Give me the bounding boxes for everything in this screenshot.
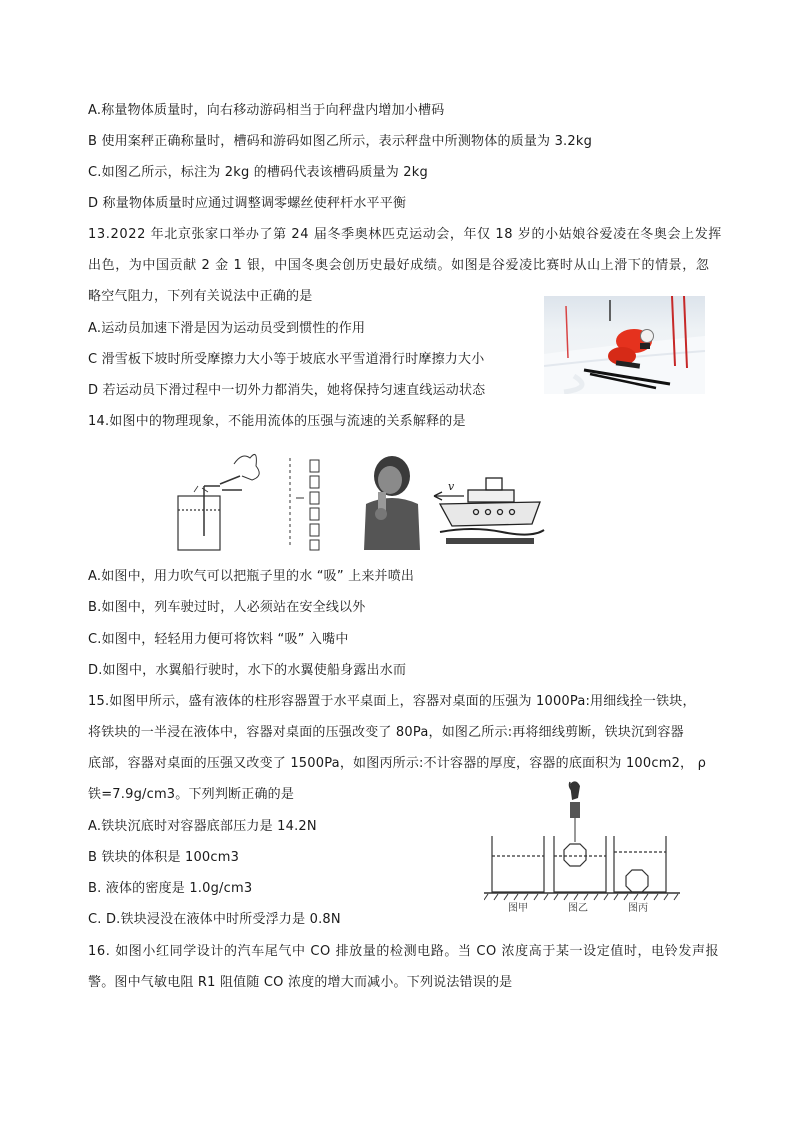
- q15-figure-hand: [570, 781, 581, 818]
- q13-stem-line-2: 出色，为中国贡献 2 金 1 银，中国冬奥会创历史最好成绩。如图是谷爱凌比赛时从山上滑下的情景，忽: [88, 258, 710, 273]
- q14-figure-train: [290, 458, 319, 550]
- q15-option-a: A.铁块沉底时对容器底部压力是 14.2N: [88, 819, 317, 834]
- q12-option-a: A.称量物体质量时，向右移动游码相当于向秤盘内增加小槽码: [88, 103, 445, 118]
- q15-figure-container-a: [492, 836, 544, 892]
- q15-stem-line-2: 将铁块的一半浸在液体中，容器对桌面的压强改变了 80Pa，如图乙所示:再将细线剪断，铁块沉到容器: [88, 725, 684, 740]
- q13-stem-line-3: 略空气阻力，下列有关说法中正确的是: [88, 289, 313, 304]
- q13-option-c: C 滑雪板下坡时所受摩擦力大小等于坡底水平雪道滑行时摩擦力大小: [88, 352, 485, 367]
- q15-figure-label-a: 图甲: [508, 903, 528, 914]
- q15-figure-label-c: 图丙: [628, 903, 648, 914]
- q14-stem: 14.如图中的物理现象，不能用流体的压强与流速的关系解释的是: [88, 414, 466, 429]
- q15-stem-line-3: 底部，容器对桌面的压强又改变了 1500Pa，如图丙所示:不计容器的厚度，容器的底面积为 100cm2， ρ: [88, 756, 707, 771]
- q14-option-d: D.如图中，水翼船行驶时，水下的水翼使船身露出水而: [88, 663, 407, 678]
- q15-stem-line-4: 铁=7.9g/cm3。下列判断正确的是: [88, 787, 295, 802]
- q14-figure-boy: [364, 456, 420, 550]
- q13-option-d: D 若运动员下滑过程中一切外力都消失，她将保持匀速直线运动状态: [88, 383, 486, 398]
- q13-option-a: A.运动员加速下滑是因为运动员受到惯性的作用: [88, 321, 366, 336]
- q13-stem-line-1: 13.2022 年北京张家口举办了第 24 届冬季奥林匹克运动会，年仅 18 岁的小姑娘谷爱凌在冬奥会上发挥: [88, 227, 722, 242]
- q15-stem-line-1: 15.如图甲所示，盛有液体的柱形容器置于水平桌面上，容器对桌面的压强为 1000Pa:用细线拴一铁块，: [88, 694, 696, 709]
- q16-stem-line-2: 警。图中气敏电阻 R1 阻值随 CO 浓度的增大而减小。下列说法错误的是: [88, 975, 513, 990]
- q14-figure-bottle: [178, 454, 259, 550]
- skier-photo: [544, 296, 705, 394]
- q15-figure-label-b: 图乙: [568, 903, 588, 914]
- q14-figure: [172, 446, 548, 554]
- q12-option-c: C.如图乙所示，标注为 2kg 的槽码代表该槽码质量为 2kg: [88, 165, 428, 180]
- q12-option-b: B 使用案秤正确称量时，槽码和游码如图乙所示，表示秤盘中所测物体的质量为 3.2kg: [88, 134, 593, 149]
- q14-option-a: A.如图中，用力吹气可以把瓶子里的水 “吸” 上来并喷出: [88, 569, 415, 584]
- q16-stem-line-1: 16. 如图小红同学设计的汽车尾气中 CO 排放量的检测电路。当 CO 浓度高于某一设定值时，电铃发声报: [88, 944, 720, 959]
- q14-option-c: C.如图中，轻轻用力便可将饮料 “吸” 入嘴中: [88, 632, 349, 647]
- q15-figure-container-b: [554, 836, 606, 892]
- q15-figure: [484, 778, 714, 914]
- q15-option-d: C. D.铁块浸没在液体中时所受浮力是 0.8N: [88, 912, 341, 927]
- q12-option-d: D 称量物体质量时应通过调整调零螺丝使秤杆水平平衡: [88, 196, 407, 211]
- q15-figure-table: [484, 893, 680, 900]
- q14-figure-velocity-label: v: [448, 480, 455, 493]
- q14-option-b: B.如图中，列车驶过时，人必须站在安全线以外: [88, 600, 366, 615]
- skier-illustration: [544, 296, 705, 394]
- q15-option-b: B 铁块的体积是 100cm3: [88, 850, 240, 865]
- q15-figure-container-c: [614, 836, 666, 892]
- q15-option-c: B. 液体的密度是 1.0g/cm3: [88, 881, 253, 896]
